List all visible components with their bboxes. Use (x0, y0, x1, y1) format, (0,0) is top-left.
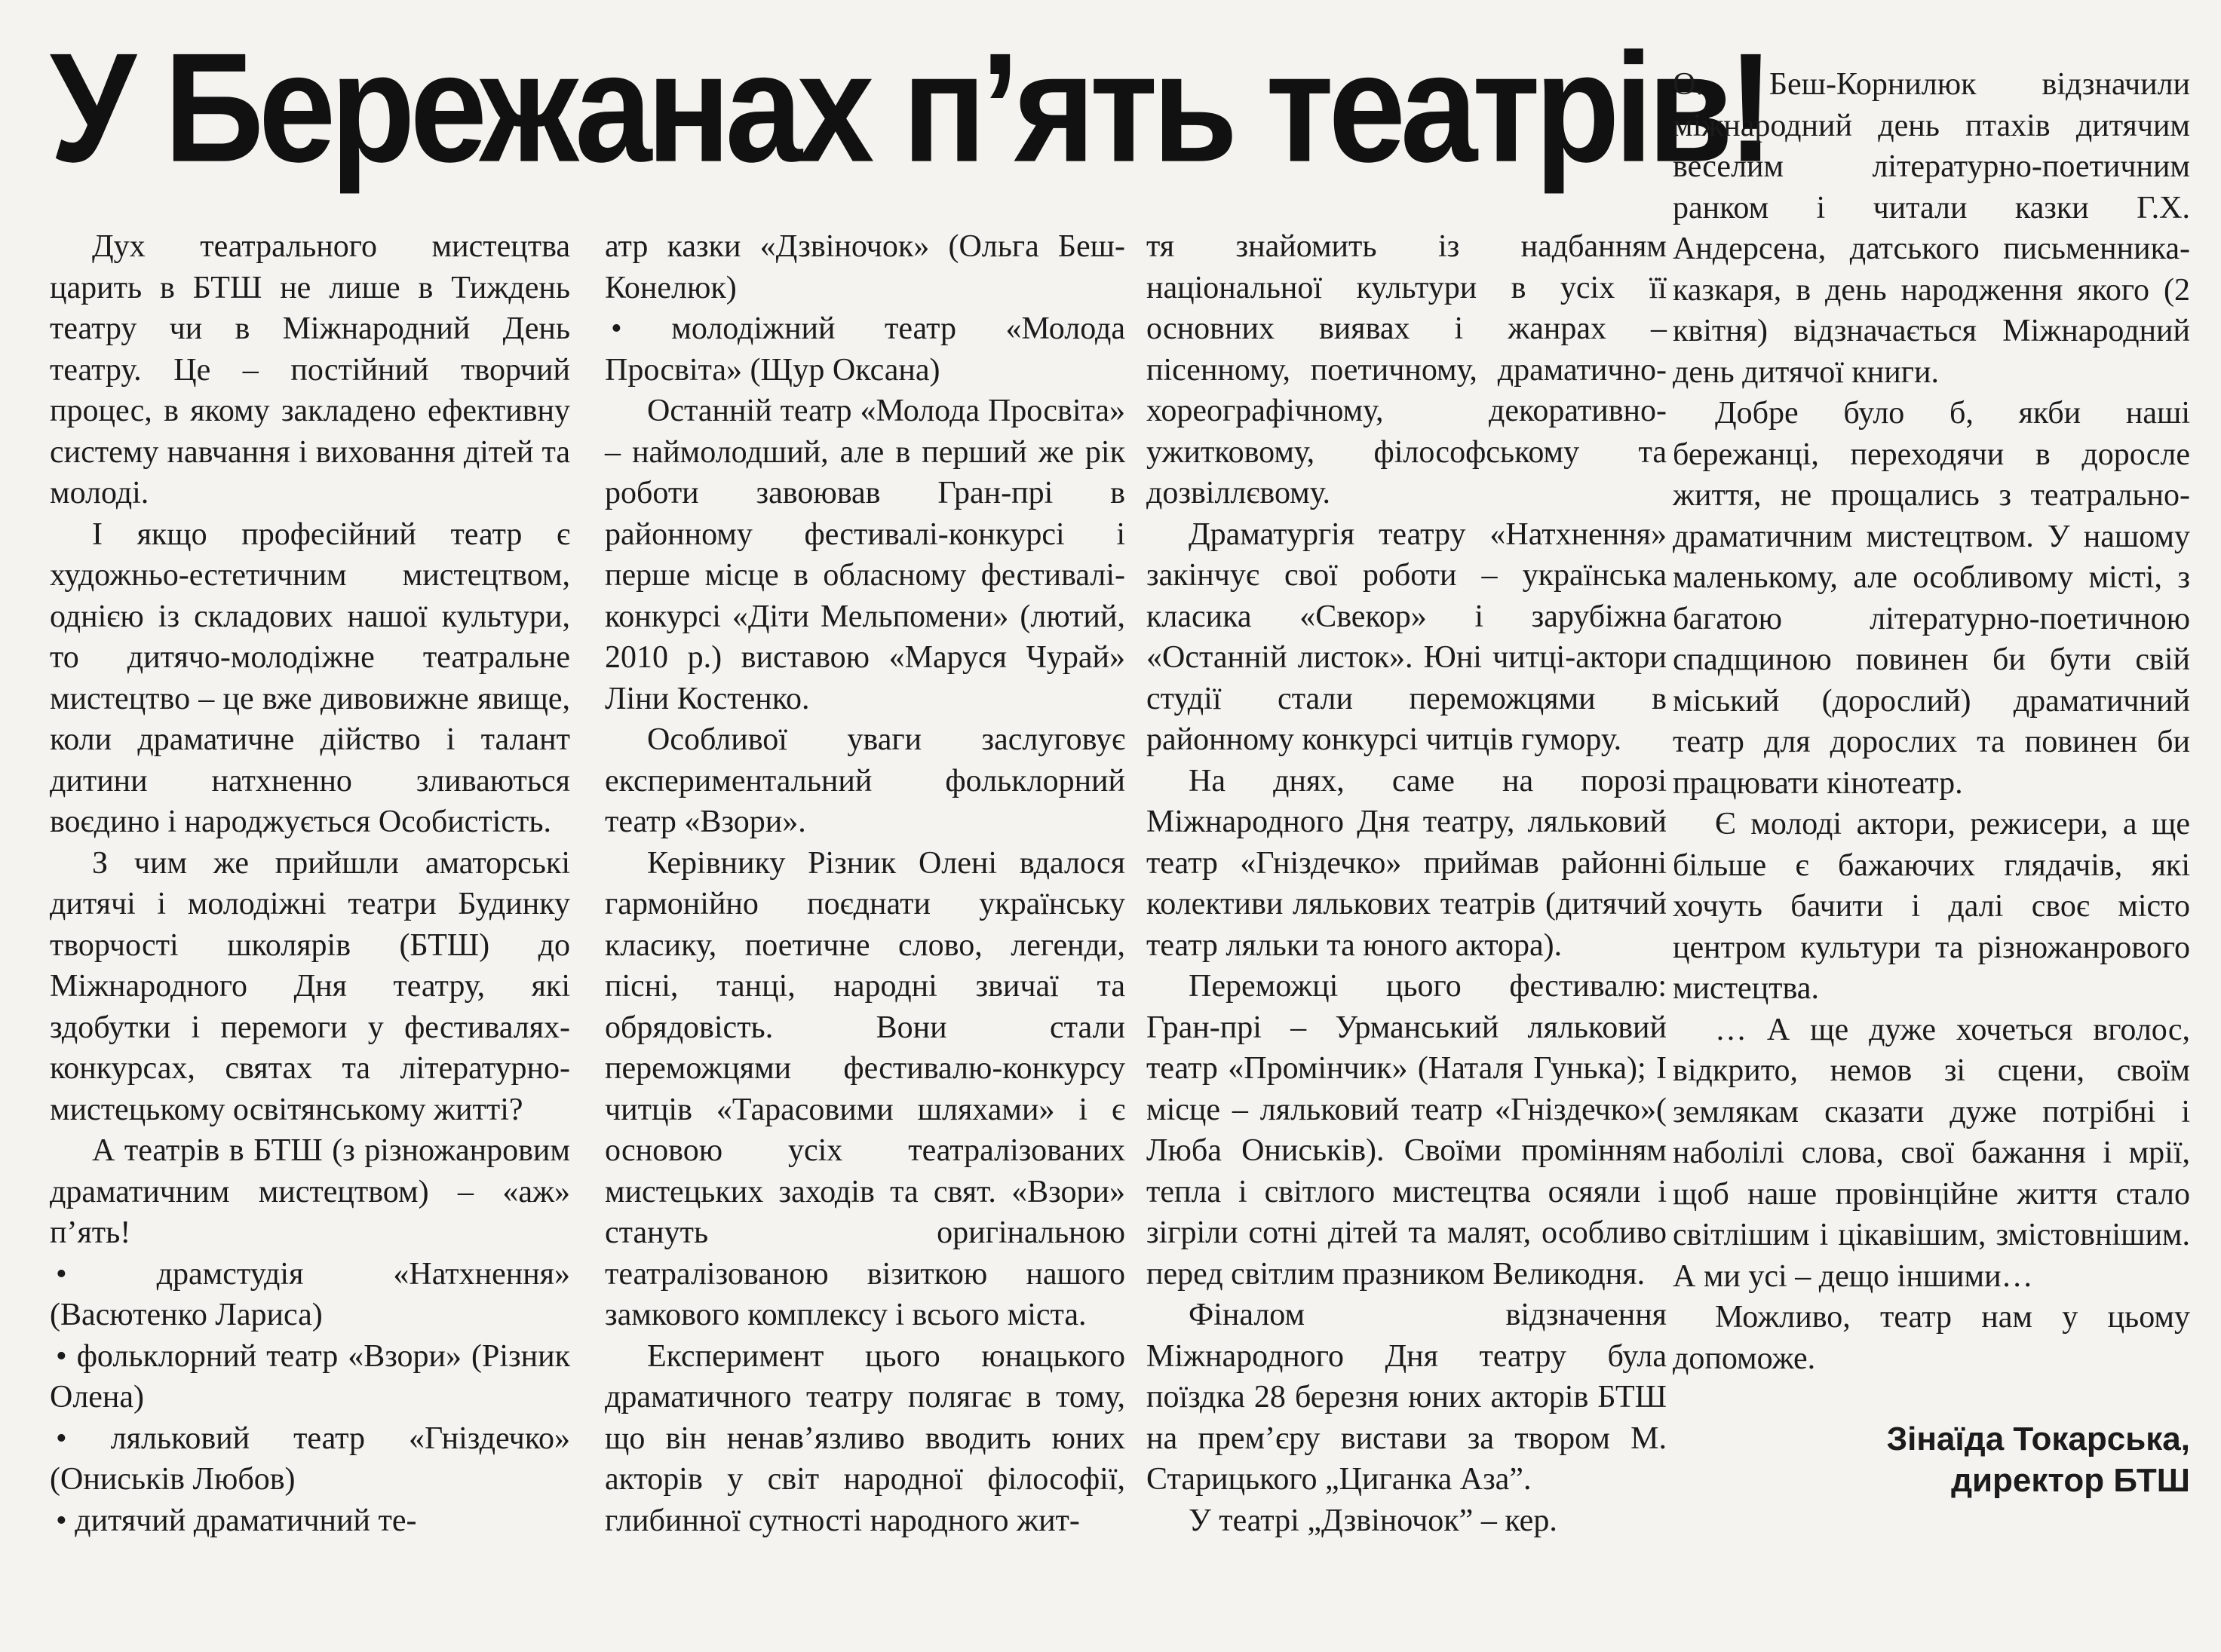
paragraph: У театрі „Дзвіночок” – кер. (1189, 1503, 1557, 1538)
bullet-item: • драмстудія «Натхнення» (Васютенко Лариса) (50, 1256, 570, 1332)
article-headline: У Бережанах п’ять театрів! (50, 20, 1769, 195)
column-3 (1146, 226, 1667, 1541)
paragraph: Фіналом відзначення Міжнародного Дня театру була поїздка 28 березня юних акторів БТШ на прем’єру вистави за твором М. Старицького „Циганка Аза”. (1146, 1298, 1667, 1497)
bullet-item: • ляльковий театр «Гніздечко» (Ониськів Любов) (50, 1421, 570, 1497)
author-signature (1673, 1418, 2190, 1501)
paragraph: О. Беш-Корнилюк відзначили міжнародний день птахів дитячим веселим літературно-поетичним ранком і читали казки Г.Х. Андерсена, датського письменника-казкаря, в день народження якого (2 квітня) відзначається Міжнародний день дитячої книги. (1673, 67, 2190, 390)
column-4 (1673, 64, 2190, 1501)
paragraph: … А ще дуже хочеться вголос, відкрито, немов зі сцени, своїм землякам сказати дуже потрібні і наболілі слова, свої бажання і мрії, щоб наше провінційне життя стало світлішим і цікавішим, змістовнішим. А ми усі – дещо іншими… (1673, 1012, 2190, 1294)
bullet-item: • молодіжний театр «Молода Просвіта» (Щур Оксана) (605, 311, 1125, 388)
author-role: директор БТШ (1951, 1462, 2190, 1499)
paragraph: Драматургія театру «Натхнення» закінчує свої роботи – українська класика «Свекор» і зарубіжна «Останній листок». Юні читці-актори студії стали переможцями в районному конкурсі читців гумору. (1146, 516, 1667, 757)
paragraph: І якщо професійний театр є художньо-естетичним мистецтвом, однією із складових нашої культури, то дитячо-молодіжне театральне мистецтво – це вже дивовижне явище, коли драматичне дійство і талант дитини натхненно зливаються воєдино і народжується Особистість. (50, 516, 570, 839)
bullet-item: • фольклорний театр «Взори» (Різник Олена) (50, 1338, 570, 1414)
column-2 (605, 226, 1125, 1541)
paragraph: Дух театрального мистецтва царить в БТШ не лише в Тиждень театру чи в Міжнародний День театру. Це – постійний творчий процес, в якому закладено ефективну систему навчання і виховання дітей та молоді. (50, 229, 570, 510)
paragraph: Переможці цього фестивалю: Гран-прі – Урманський ляльковий театр «Промінчик» (Наталя Гунька); І місце – ляльковий театр «Гніздечко»( Люба Ониськів). Своїми промінням тепла і світлого мистецтва осяяли і зігріли сотні дітей та малят, особливо перед світлим празником Великодня. (1146, 969, 1667, 1292)
paragraph: З чим же прийшли аматорські дитячі і молодіжні театри Будинку творчості школярів (БТШ) до Міжнародного Дня театру, які здобутки і перемоги у фестивалях-конкурсах, святах та літературно-мистецькому освітянському житті? (50, 845, 570, 1127)
paragraph: тя знайомить із надбанням національної культури в усіх її основних виявах і жанрах – пісенному, поетичному, драматично-хореографічному, декоративно-ужитковому, філософському та дозвіллєвому. (1146, 229, 1667, 510)
paragraph: Можливо, театр нам у цьому допоможе. (1673, 1300, 2190, 1376)
paragraph: Є молоді актори, режисери, а ще більше є бажаючих глядачів, які хочуть бачити і далі своє місто центром культури та різножанрового мистецтва. (1673, 807, 2190, 1006)
paragraph: Особливої уваги заслуговує експериментальний фольклорний театр «Взори». (605, 722, 1125, 839)
author-name: Зінаїда Токарська, (1886, 1421, 2190, 1457)
paragraph: Останній театр «Молода Просвіта» – наймолодший, але в перший же рік роботи завоював Гран-прі в районному фестивалі-конкурсі і перше місце в обласному фестивалі-конкурсі «Діти Мельпомени» (лютий, 2010 р.) виставою «Маруся Чурай» Ліни Костенко. (605, 394, 1125, 716)
paragraph: Експеримент цього юнацького драматичного театру полягає в тому, що він ненав’язливо вводить юних акторів у світ народної філософії, глибинної сутності народного жит- (605, 1338, 1125, 1538)
paragraph: А театрів в БТШ (з різножанровим драматичним мистецтвом) – «аж» п’ять! (50, 1133, 570, 1250)
paragraph: Добре було б, якби наші бережанці, переходячи в доросле життя, не прощались з театрально-драматичним мистецтвом. У нашому маленькому, але особливому місті, з багатою літературно-поетичною спадщиною повинен би бути свій міський (дорослий) драматичний театр для дорослих та повинен би працювати кінотеатр. (1673, 396, 2190, 801)
paragraph: атр казки «Дзвіночок» (Ольга Беш-Конелюк) (605, 229, 1125, 305)
paragraph: На днях, саме на порозі Міжнародного Дня театру, ляльковий театр «Гніздечко» приймав районні колективи лялькових театрів (дитячий театр ляльки та юного актора). (1146, 763, 1667, 963)
bullet-item: • дитячий драматичний те- (56, 1503, 417, 1538)
column-1 (50, 226, 570, 1541)
paragraph: Керівнику Різник Олені вдалося гармонійно поєднати українську класику, поетичне слово, легенди, пісні, танці, народні звичаї та обрядовість. Вони стали переможцями фестивалю-конкурсу читців «Тарасовими шляхами» і є основою усіх театралізованих мистецьких заходів та свят. «Взори» стануть оригінальною театралізованою візиткою нашого замкового комплексу і всього міста. (605, 845, 1125, 1332)
